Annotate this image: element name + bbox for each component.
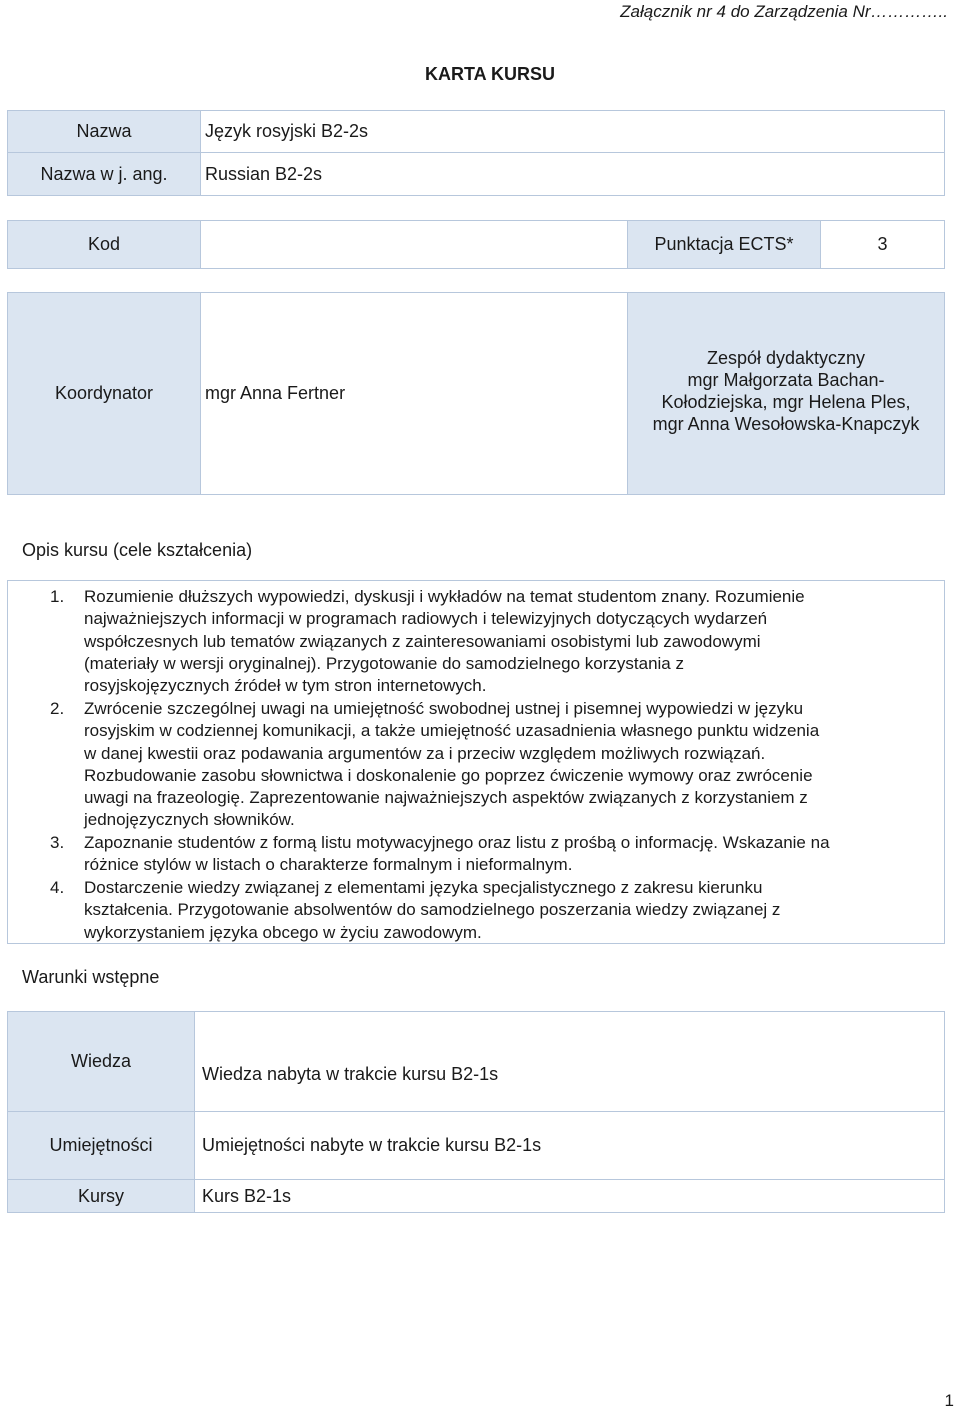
ects-value: 3 bbox=[877, 234, 888, 254]
item-number: 3. bbox=[50, 833, 65, 852]
skills-label: Umiejętności bbox=[49, 1135, 153, 1155]
page-title: KARTA KURSU bbox=[425, 64, 555, 84]
skills-value: Umiejętności nabyte w trakcie kursu B2-1s bbox=[202, 1135, 542, 1155]
name-label: Nazwa bbox=[76, 121, 132, 141]
ects-label: Punktacja ECTS* bbox=[654, 234, 794, 254]
courses-label-cell bbox=[7, 1179, 195, 1213]
name-en-value: Russian B2-2s bbox=[205, 163, 323, 184]
courses-value: Kurs B2-1s bbox=[202, 1185, 292, 1206]
item-line: w danej kwestii oraz podawania argumentów za i przeciw względem możliwych rozwiązań. bbox=[84, 743, 766, 763]
item-line: rosyjskojęzycznych źródeł w tym stron internetowych. bbox=[84, 676, 487, 696]
team-label: Zespół dydaktyczny bbox=[706, 348, 866, 368]
item-line: Rozbudowanie zasobu słownictwa i doskonalenie go poprzez ćwiczenie wymowy oraz zwrócenie bbox=[84, 765, 813, 785]
item-line: jednojęzycznych słowników. bbox=[84, 810, 295, 830]
item-number: 1. bbox=[50, 587, 65, 606]
name-label-cell bbox=[7, 110, 201, 153]
item-line: uwagi na frazeologię. Zaprezentowanie najważniejszych aspektów związanych z korzystaniem z bbox=[84, 788, 808, 808]
knowledge-value-cell bbox=[194, 1011, 945, 1112]
item-line: (materiały w wersji oryginalnej). Przygotowanie do samodzielnego korzystania z bbox=[84, 653, 684, 673]
courses-label: Kursy bbox=[77, 1185, 124, 1206]
prerequisites-heading: Warunki wstępne bbox=[22, 967, 160, 987]
name-value-cell bbox=[200, 110, 945, 153]
name-en-value-cell bbox=[200, 152, 945, 196]
code-label-cell bbox=[7, 220, 201, 269]
item-line: Rozumienie dłuższych wypowiedzi, dyskusji i wykładów na temat studentom znany. Rozumienie bbox=[84, 587, 805, 606]
knowledge-value: Wiedza nabyta w trakcie kursu B2-1s bbox=[202, 1064, 499, 1084]
item-line: Zwrócenie szczególnej uwagi na umiejętność swobodnej ustnej i pisemnej wypowiedzi w języku bbox=[84, 699, 804, 718]
ects-label-cell bbox=[627, 220, 821, 269]
name-en-label-cell bbox=[7, 152, 201, 196]
team-cell bbox=[627, 292, 945, 495]
description-heading: Opis kursu (cele kształcenia) bbox=[22, 540, 253, 560]
code-value-cell bbox=[200, 220, 628, 269]
item-line: kształcenia. Przygotowanie absolwentów do samodzielnego poszerzania wiedzy związanej z bbox=[84, 900, 781, 920]
item-line: rosyjskim w codziennej komunikacji, a także umiejętność uzasadnienia własnego punktu widzenia bbox=[84, 721, 820, 741]
coordinator-label: Koordynator bbox=[54, 383, 154, 403]
code-label: Kod bbox=[87, 234, 121, 254]
knowledge-label: Wiedza bbox=[70, 1051, 132, 1071]
courses-value-cell bbox=[194, 1179, 945, 1213]
coordinator-value: mgr Anna Fertner bbox=[205, 383, 346, 403]
team-member-line: mgr Anna Wesołowska-Knapczyk bbox=[652, 414, 920, 434]
knowledge-label-cell bbox=[7, 1011, 195, 1112]
annex-reference: Załącznik nr 4 do Zarządzenia Nr………….. bbox=[620, 2, 948, 21]
item-line: współczesnych lub tematów związanych z zainteresowaniami osobistymi lub zawodowymi bbox=[84, 631, 761, 651]
item-number: 2. bbox=[50, 699, 65, 718]
skills-label-cell bbox=[7, 1111, 195, 1180]
item-line: najważniejszych informacji w programach radiowych i telewizyjnych dotyczących wydarzeń bbox=[84, 609, 768, 629]
item-line: różnice stylów w listach o charakterze formalnym i nieformalnym. bbox=[84, 855, 573, 875]
name-en-label: Nazwa w j. ang. bbox=[40, 163, 168, 184]
page-number: 1 bbox=[944, 1391, 954, 1410]
ects-value-cell bbox=[820, 220, 945, 269]
item-number: 4. bbox=[50, 878, 65, 897]
coordinator-value-cell bbox=[200, 292, 628, 495]
skills-value-cell bbox=[194, 1111, 945, 1180]
team-member-line: Kołodziejska, mgr Helena Ples, bbox=[661, 392, 911, 412]
team-member-line: mgr Małgorzata Bachan- bbox=[687, 370, 885, 390]
coordinator-label-cell bbox=[7, 292, 201, 495]
name-value: Język rosyjski B2-2s bbox=[205, 121, 369, 141]
item-line: Zapoznanie studentów z formą listu motywacyjnego oraz listu z prośbą o informację. Wskazanie na bbox=[84, 833, 830, 852]
item-line: wykorzystaniem języka obcego w życiu zawodowym. bbox=[84, 922, 482, 942]
item-line: Dostarczenie wiedzy związanej z elementami języka specjalistycznego z zakresu kierunku bbox=[84, 878, 763, 897]
